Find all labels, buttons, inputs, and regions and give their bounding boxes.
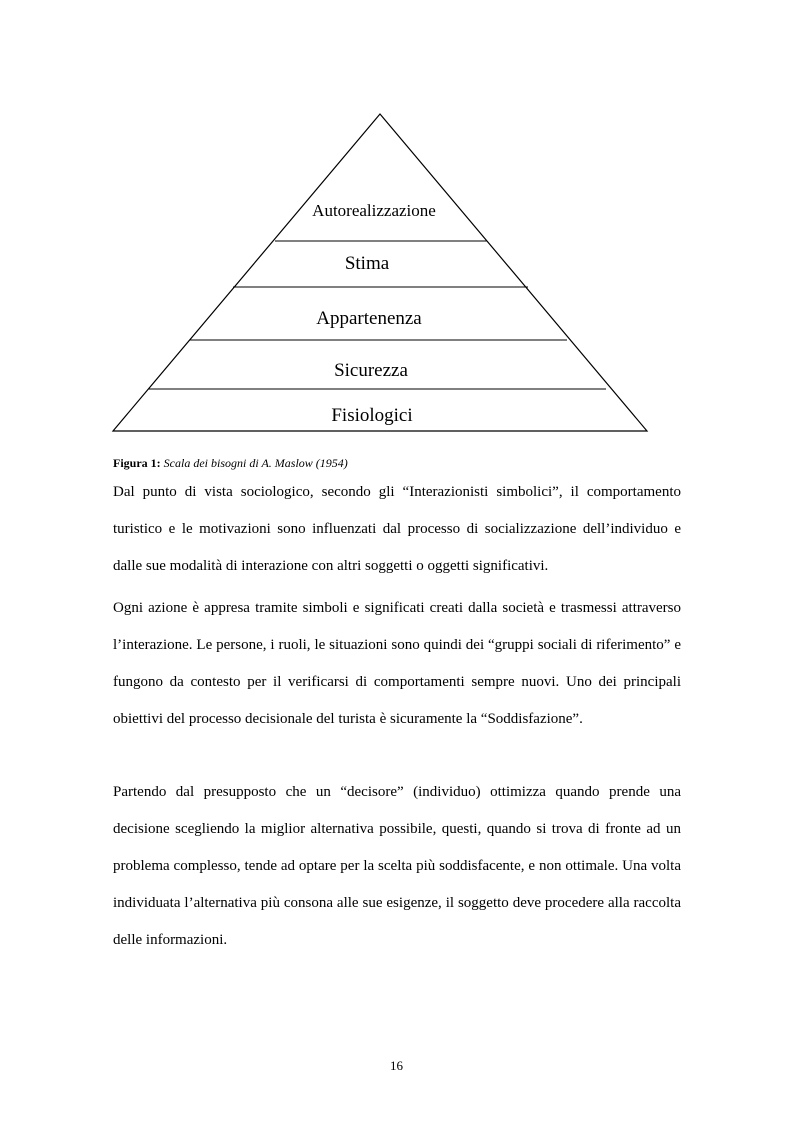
pyramid-level-appartenenza: Appartenenza: [316, 308, 422, 329]
page-number: 16: [390, 1058, 403, 1073]
pyramid-level-autorealizzazione: Autorealizzazione: [312, 201, 436, 220]
paragraph: Ogni azione è appresa tramite simboli e significati creati dalla società e trasmessi attraverso l’interazione. Le persone, i ruoli, le situazioni sono quindi dei “gruppi sociali di riferimento” e fungono da contesto per il verificarsi di comportamenti sempre nuovi. Uno dei principali obiettivi del processo decisionale del turista è sicuramente la “Soddisfazione”.: [113, 600, 681, 727]
maslow-pyramid-diagram: [0, 0, 793, 450]
paragraph: Partendo dal presupposto che un “decisore” (individuo) ottimizza quando prende una decisione scegliendo la miglior alternativa possibile, questi, quando si trova di fronte ad un problema complesso, tende ad optare per la scelta più soddisfacente, e non ottimale. Una volta individuata l’alternativa più consona alle sue esigenze, il soggetto deve procedere alla raccolta delle informazioni.: [113, 784, 681, 948]
paragraph-3-block: [113, 774, 681, 959]
pyramid-level-stima: Stima: [344, 253, 390, 274]
paragraph-1-block: [113, 474, 681, 585]
figure-caption-label: Figura 1:: [113, 456, 161, 470]
figure-caption-text: Scala dei bisogni di A. Maslow (1954): [163, 456, 348, 470]
paragraph-2-block: [113, 590, 681, 738]
pyramid-level-fisiologici: Fisiologici: [331, 405, 413, 426]
figure-caption: [113, 456, 348, 471]
paragraph: Dal punto di vista sociologico, secondo gli “Interazionisti simbolici”, il comportamento turistico e le motivazioni sono influenzati dal processo di socializzazione dell’individuo e dalle sue modalità di interazione con altri soggetti o oggetti significativi.: [113, 484, 681, 574]
pyramid-level-sicurezza: Sicurezza: [334, 360, 408, 381]
